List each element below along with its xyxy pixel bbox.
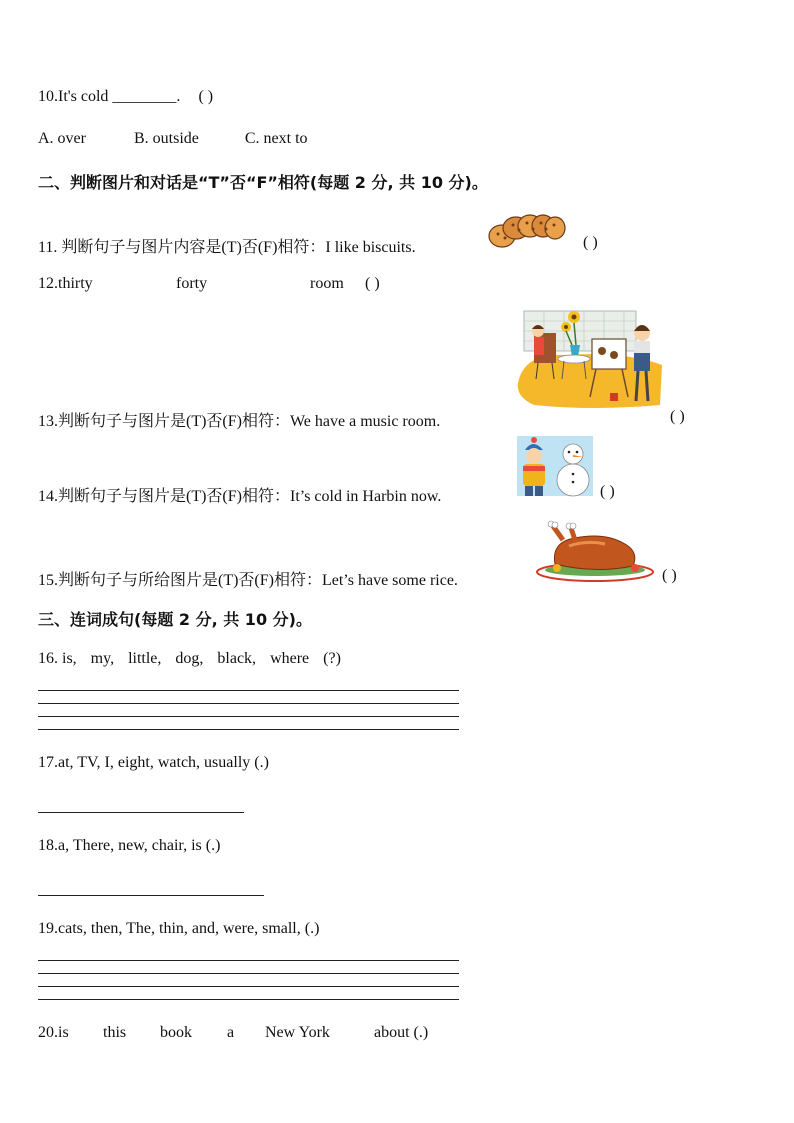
- answer-line[interactable]: [38, 999, 459, 1000]
- question-16-words: [38, 650, 341, 668]
- question-10-options: [38, 130, 308, 148]
- word: dog,: [175, 650, 204, 667]
- answer-line[interactable]: [38, 973, 459, 974]
- music-room-image: [514, 305, 664, 413]
- snowman-image: [517, 436, 593, 500]
- question-10-text: 10.It's cold ________.: [38, 88, 181, 105]
- question-15-text: 15.判断句子与所给图片是(T)否(F)相符：Let’s have some rice.: [38, 572, 458, 589]
- answer-line[interactable]: [38, 986, 459, 987]
- answer-paren: ( ): [662, 567, 677, 584]
- word: (?): [323, 650, 341, 667]
- option-b: B. outside: [133, 130, 199, 147]
- word: my,: [90, 650, 115, 667]
- question-20-word: about (.): [374, 1024, 429, 1041]
- question-19: 19.cats, then, The, thin, and, were, small, (.): [38, 920, 320, 937]
- question-20-word: book: [160, 1024, 192, 1041]
- answer-paren: ( ): [198, 88, 214, 105]
- answer-line[interactable]: [38, 960, 459, 961]
- question-20-word: 20.is: [38, 1024, 69, 1041]
- answer-line[interactable]: [38, 895, 264, 896]
- question-20-word: this: [103, 1024, 127, 1041]
- question-20-word: a: [227, 1024, 235, 1041]
- question-20-word: New York: [265, 1024, 330, 1041]
- answer-line[interactable]: [38, 812, 244, 813]
- question-14-text: 14.判断句子与图片是(T)否(F)相符：It’s cold in Harbin now.: [38, 488, 442, 505]
- word: 16. is,: [38, 650, 77, 667]
- question-11: [38, 234, 416, 257]
- question-15: [38, 567, 458, 590]
- question-12: [38, 275, 93, 293]
- answer-line[interactable]: [38, 703, 459, 704]
- answer-line[interactable]: [38, 729, 459, 730]
- roast-turkey-image: [535, 520, 655, 582]
- option-a: A. over: [38, 130, 86, 147]
- answer-paren: ( ): [365, 275, 380, 292]
- word: 12.thirty: [38, 275, 93, 292]
- answer-paren: ( ): [600, 483, 615, 500]
- word: where: [270, 650, 310, 667]
- question-10: [38, 88, 213, 106]
- word: forty: [176, 275, 208, 292]
- word: little,: [128, 650, 162, 667]
- word: black,: [217, 650, 257, 667]
- question-13-text: 13.判断句子与图片是(T)否(F)相符：We have a music room.: [38, 413, 441, 430]
- section-3-title: 三、连词成句(每题 2 分, 共 10 分)。: [38, 610, 312, 629]
- biscuits-image: [486, 208, 572, 250]
- answer-paren: ( ): [670, 408, 685, 425]
- option-c: C. next to: [244, 130, 308, 147]
- question-11-text: 11. 判断句子与图片内容是(T)否(F)相符：I like biscuits.: [38, 239, 416, 256]
- answer-line[interactable]: [38, 690, 459, 691]
- question-14: [38, 483, 441, 506]
- question-17: 17.at, TV, I, eight, watch, usually (.): [38, 754, 269, 771]
- answer-paren: ( ): [583, 234, 598, 251]
- question-18: 18.a, There, new, chair, is (.): [38, 837, 221, 854]
- section-2-title: 二、判断图片和对话是“T”否“F”相符(每题 2 分, 共 10 分)。: [38, 173, 488, 192]
- word: room: [310, 275, 344, 292]
- question-13: [38, 408, 440, 431]
- answer-line[interactable]: [38, 716, 459, 717]
